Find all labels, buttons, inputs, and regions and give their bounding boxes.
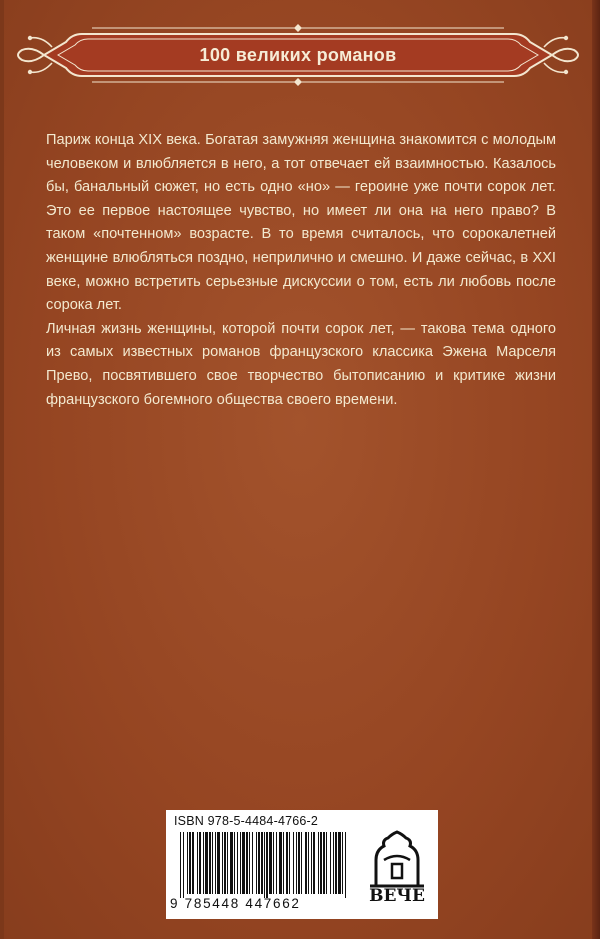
barcode-digits: 9 785448 447662 — [170, 896, 301, 911]
barcode-icon — [174, 832, 354, 898]
cover-left-edge — [0, 0, 4, 939]
series-banner — [12, 22, 584, 88]
cover-spine-edge — [592, 0, 600, 939]
isbn-panel — [166, 810, 438, 919]
description-paragraph-2: Личная жизнь женщины, которой почти сорок лет, — такова тема одного из самых известных романов французского классика Эжена Марселя Прево, посвятившего свое творчество бытописанию и критике жизни французского богемного общества своего времени. — [46, 320, 556, 408]
series-title: 100 великих романов — [199, 44, 397, 65]
publisher-logo-text: ВЕЧЕ — [369, 886, 425, 906]
isbn-label: ISBN 978-5-4484-4766-2 — [174, 814, 319, 828]
barcode — [174, 832, 354, 898]
description-text — [46, 129, 556, 412]
description-paragraph-1: Париж конца XIX века. Богатая замужняя женщина знакомится с молодым человеком и влюбляется в него, а тот отвечает ей взаимностью. Казалось бы, банальный сюжет, но есть одно «но» — героине уже почти сорок лет. Это ее первое настоящее чувство, но имеет ли она на него право? В таком «почтенном» возрасте. В то время считалось, что сорокалетней женщине влюбляться поздно, неприлично и смешно. И даже сейчас, в XXI веке, можно встретить серьезные дискуссии о том, есть ли любовь после сорока лет. — [46, 132, 556, 314]
